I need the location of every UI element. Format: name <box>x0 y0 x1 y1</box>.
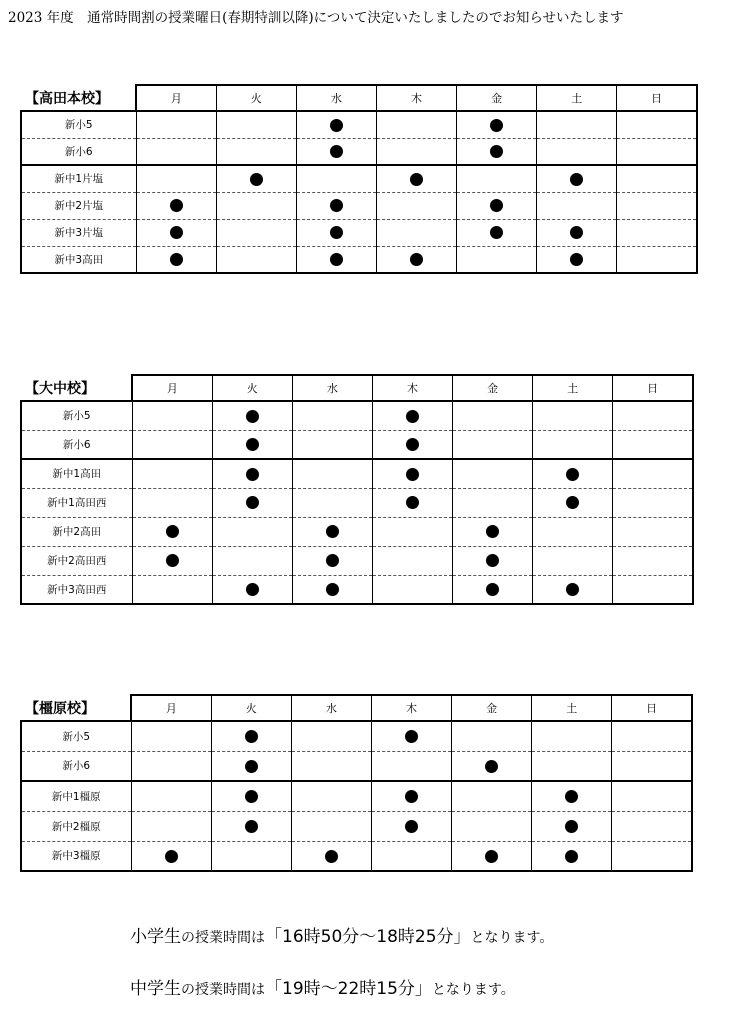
class-day-dot-icon <box>245 820 258 833</box>
class-day-dot-icon <box>330 199 343 212</box>
day-cell <box>292 517 372 546</box>
day-cell <box>211 841 291 871</box>
day-cell <box>291 811 371 841</box>
day-cell <box>612 751 692 781</box>
class-day-dot-icon <box>330 119 343 132</box>
day-cell <box>131 811 211 841</box>
table-row <box>21 401 693 430</box>
campus-name: 【高田本校】 <box>25 90 109 107</box>
day-cell <box>211 781 291 811</box>
header-row <box>21 85 697 111</box>
class-day-dot-icon <box>330 145 343 158</box>
day-header: 日 <box>617 85 697 111</box>
day-cell <box>136 165 216 192</box>
class-day-dot-icon <box>406 438 419 451</box>
class-day-dot-icon <box>165 850 178 863</box>
day-cell <box>613 488 693 517</box>
class-day-dot-icon <box>410 173 423 186</box>
schedule-table <box>20 694 693 872</box>
class-day-dot-icon <box>246 496 259 509</box>
day-cell <box>376 192 456 219</box>
note-junior-high-tail: となります。 <box>431 982 515 998</box>
day-cell <box>453 575 533 604</box>
day-cell <box>452 781 532 811</box>
day-cell <box>132 488 212 517</box>
day-cell <box>537 219 617 246</box>
day-cell <box>216 192 296 219</box>
day-cell <box>453 459 533 488</box>
class-day-dot-icon <box>490 199 503 212</box>
day-cell <box>533 517 613 546</box>
class-day-dot-icon <box>245 760 258 773</box>
class-day-dot-icon <box>245 790 258 803</box>
class-day-dot-icon <box>166 525 179 538</box>
day-cell <box>131 841 211 871</box>
class-day-dot-icon <box>565 820 578 833</box>
day-cell <box>613 459 693 488</box>
class-day-dot-icon <box>485 850 498 863</box>
day-cell <box>457 192 537 219</box>
class-day-dot-icon <box>485 760 498 773</box>
class-day-dot-icon <box>246 583 259 596</box>
class-label: 新中3高田 <box>21 246 136 273</box>
class-label: 新中2高田 <box>21 517 132 546</box>
day-cell <box>132 575 212 604</box>
day-cell <box>131 751 211 781</box>
day-cell <box>372 459 452 488</box>
class-day-dot-icon <box>166 554 179 567</box>
note-elementary-mid: の授業時間は <box>181 930 265 946</box>
day-cell <box>457 138 537 165</box>
day-cell <box>376 219 456 246</box>
day-cell <box>532 751 612 781</box>
day-cell <box>371 811 451 841</box>
class-label: 新小5 <box>21 401 132 430</box>
day-cell <box>457 165 537 192</box>
day-cell <box>453 488 533 517</box>
day-cell <box>452 811 532 841</box>
class-day-dot-icon <box>570 173 583 186</box>
campus-name: 【大中校】 <box>25 380 95 397</box>
day-cell <box>533 546 613 575</box>
class-day-dot-icon <box>566 583 579 596</box>
class-label: 新小6 <box>21 138 136 165</box>
class-day-dot-icon <box>410 253 423 266</box>
table-row <box>21 546 693 575</box>
schedule-table <box>20 84 698 274</box>
day-cell <box>532 721 612 751</box>
class-day-dot-icon <box>486 583 499 596</box>
day-cell <box>613 517 693 546</box>
day-cell <box>291 721 371 751</box>
day-header: 火 <box>216 85 296 111</box>
day-header: 土 <box>537 85 617 111</box>
day-cell <box>376 165 456 192</box>
class-day-dot-icon <box>490 145 503 158</box>
day-cell <box>612 811 692 841</box>
day-cell <box>136 219 216 246</box>
day-cell <box>453 517 533 546</box>
class-day-dot-icon <box>250 173 263 186</box>
day-cell <box>131 781 211 811</box>
day-cell <box>533 459 613 488</box>
day-cell <box>532 841 612 871</box>
class-day-dot-icon <box>246 410 259 423</box>
table-row <box>21 575 693 604</box>
class-day-dot-icon <box>326 525 339 538</box>
campus-name: 【橿原校】 <box>25 700 95 717</box>
day-cell <box>376 111 456 138</box>
table-row <box>21 517 693 546</box>
note-junior-high-lead: 中学生 <box>130 979 181 999</box>
note-elementary <box>130 922 553 947</box>
day-header: 火 <box>211 695 291 721</box>
day-header: 金 <box>453 375 533 401</box>
class-day-dot-icon <box>406 468 419 481</box>
day-cell <box>372 430 452 459</box>
day-cell <box>136 138 216 165</box>
day-cell <box>136 111 216 138</box>
day-cell <box>132 401 212 430</box>
day-cell <box>216 246 296 273</box>
day-header: 土 <box>532 695 612 721</box>
day-cell <box>371 781 451 811</box>
day-header: 火 <box>212 375 292 401</box>
day-cell <box>453 401 533 430</box>
day-header: 金 <box>457 85 537 111</box>
day-cell <box>457 219 537 246</box>
class-day-dot-icon <box>406 410 419 423</box>
class-day-dot-icon <box>490 119 503 132</box>
day-cell <box>292 488 372 517</box>
day-cell <box>291 841 371 871</box>
schedule-table <box>20 374 694 605</box>
table-row <box>21 751 692 781</box>
day-cell <box>533 488 613 517</box>
day-cell <box>617 192 697 219</box>
table-row <box>21 219 697 246</box>
day-cell <box>296 138 376 165</box>
class-label: 新中3高田西 <box>21 575 132 604</box>
day-cell <box>457 246 537 273</box>
day-cell <box>617 165 697 192</box>
class-day-dot-icon <box>326 583 339 596</box>
class-label: 新中1片塩 <box>21 165 136 192</box>
header-row <box>21 695 692 721</box>
day-cell <box>136 192 216 219</box>
class-day-dot-icon <box>486 554 499 567</box>
class-day-dot-icon <box>570 226 583 239</box>
day-cell <box>212 459 292 488</box>
class-label: 新中1高田西 <box>21 488 132 517</box>
day-cell <box>533 430 613 459</box>
day-cell <box>533 575 613 604</box>
class-day-dot-icon <box>405 730 418 743</box>
day-cell <box>291 781 371 811</box>
class-day-dot-icon <box>566 496 579 509</box>
day-cell <box>216 219 296 246</box>
table-row <box>21 459 693 488</box>
class-day-dot-icon <box>246 468 259 481</box>
day-cell <box>537 246 617 273</box>
day-cell <box>613 575 693 604</box>
day-cell <box>533 401 613 430</box>
class-day-dot-icon <box>326 554 339 567</box>
day-cell <box>291 751 371 781</box>
class-day-dot-icon <box>170 226 183 239</box>
day-header: 水 <box>296 85 376 111</box>
class-day-dot-icon <box>405 790 418 803</box>
class-label: 新小5 <box>21 721 131 751</box>
day-cell <box>372 517 452 546</box>
day-header: 木 <box>376 85 456 111</box>
note-junior-high-mid: の授業時間は <box>181 982 265 998</box>
day-cell <box>292 401 372 430</box>
day-cell <box>452 841 532 871</box>
day-cell <box>296 111 376 138</box>
class-day-dot-icon <box>246 438 259 451</box>
day-cell <box>296 192 376 219</box>
day-cell <box>537 192 617 219</box>
day-cell <box>212 517 292 546</box>
day-header: 日 <box>613 375 693 401</box>
day-cell <box>371 721 451 751</box>
class-day-dot-icon <box>245 730 258 743</box>
day-header: 日 <box>612 695 692 721</box>
table-row <box>21 781 692 811</box>
day-cell <box>212 575 292 604</box>
class-day-dot-icon <box>170 253 183 266</box>
class-day-dot-icon <box>325 850 338 863</box>
day-cell <box>617 111 697 138</box>
day-cell <box>537 165 617 192</box>
day-cell <box>296 246 376 273</box>
day-cell <box>453 430 533 459</box>
table-row <box>21 165 697 192</box>
day-cell <box>216 111 296 138</box>
day-cell <box>537 138 617 165</box>
day-header: 月 <box>131 695 211 721</box>
class-day-dot-icon <box>170 199 183 212</box>
class-day-dot-icon <box>405 820 418 833</box>
schedule-takada-honko <box>20 84 698 274</box>
day-cell <box>452 721 532 751</box>
note-junior-high <box>130 974 515 999</box>
note-junior-high-time: 「19時～22時15分」 <box>265 979 432 999</box>
day-cell <box>216 138 296 165</box>
day-cell <box>292 546 372 575</box>
class-label: 新中3橿原 <box>21 841 131 871</box>
class-label: 新中2橿原 <box>21 811 131 841</box>
class-label: 新中1橿原 <box>21 781 131 811</box>
note-elementary-time: 「16時50分～18時25分」 <box>265 927 471 947</box>
day-header: 金 <box>452 695 532 721</box>
day-cell <box>612 841 692 871</box>
table-row <box>21 721 692 751</box>
day-cell <box>212 430 292 459</box>
class-label: 新中2高田西 <box>21 546 132 575</box>
day-cell <box>132 459 212 488</box>
day-cell <box>132 517 212 546</box>
day-cell <box>372 401 452 430</box>
day-cell <box>212 401 292 430</box>
day-cell <box>296 219 376 246</box>
class-day-dot-icon <box>490 226 503 239</box>
table-row <box>21 192 697 219</box>
page-title: 2023 年度 通常時間割の授業曜日(春期特訓以降)について決定いたしましたのでお知らせいたします <box>8 10 624 26</box>
day-cell <box>212 546 292 575</box>
day-cell <box>612 781 692 811</box>
day-cell <box>372 546 452 575</box>
day-cell <box>292 459 372 488</box>
class-label: 新中3片塩 <box>21 219 136 246</box>
day-cell <box>211 751 291 781</box>
day-cell <box>617 246 697 273</box>
day-cell <box>617 138 697 165</box>
day-header: 月 <box>132 375 212 401</box>
day-cell <box>211 721 291 751</box>
day-cell <box>537 111 617 138</box>
schedule-onaka <box>20 374 694 605</box>
day-cell <box>376 138 456 165</box>
class-day-dot-icon <box>406 496 419 509</box>
day-header: 水 <box>292 375 372 401</box>
class-day-dot-icon <box>330 253 343 266</box>
day-cell <box>376 246 456 273</box>
table-row <box>21 841 692 871</box>
day-cell <box>292 575 372 604</box>
class-day-dot-icon <box>565 790 578 803</box>
table-row <box>21 111 697 138</box>
class-label: 新中2片塩 <box>21 192 136 219</box>
day-cell <box>532 811 612 841</box>
day-cell <box>612 721 692 751</box>
day-cell <box>613 546 693 575</box>
day-cell <box>132 430 212 459</box>
note-elementary-tail: となります。 <box>470 930 554 946</box>
table-row <box>21 138 697 165</box>
day-cell <box>613 430 693 459</box>
table-row <box>21 811 692 841</box>
schedule-kashihara <box>20 694 693 872</box>
day-cell <box>457 111 537 138</box>
day-cell <box>372 488 452 517</box>
class-label: 新小5 <box>21 111 136 138</box>
class-day-dot-icon <box>570 253 583 266</box>
class-label: 新小6 <box>21 751 131 781</box>
day-cell <box>136 246 216 273</box>
day-cell <box>371 751 451 781</box>
day-header: 土 <box>533 375 613 401</box>
day-cell <box>211 811 291 841</box>
class-day-dot-icon <box>565 850 578 863</box>
class-label: 新中1高田 <box>21 459 132 488</box>
class-day-dot-icon <box>486 525 499 538</box>
class-day-dot-icon <box>330 226 343 239</box>
day-header: 月 <box>136 85 216 111</box>
day-cell <box>131 721 211 751</box>
day-cell <box>532 781 612 811</box>
table-row <box>21 488 693 517</box>
day-header: 水 <box>291 695 371 721</box>
day-cell <box>292 430 372 459</box>
class-day-dot-icon <box>566 468 579 481</box>
day-cell <box>212 488 292 517</box>
header-row <box>21 375 693 401</box>
day-header: 木 <box>372 375 452 401</box>
day-cell <box>613 401 693 430</box>
day-cell <box>453 546 533 575</box>
class-label: 新小6 <box>21 430 132 459</box>
day-cell <box>617 219 697 246</box>
note-elementary-lead: 小学生 <box>130 927 181 947</box>
day-cell <box>372 575 452 604</box>
day-header: 木 <box>371 695 451 721</box>
day-cell <box>296 165 376 192</box>
day-cell <box>216 165 296 192</box>
day-cell <box>452 751 532 781</box>
day-cell <box>132 546 212 575</box>
table-row <box>21 430 693 459</box>
day-cell <box>371 841 451 871</box>
table-row <box>21 246 697 273</box>
